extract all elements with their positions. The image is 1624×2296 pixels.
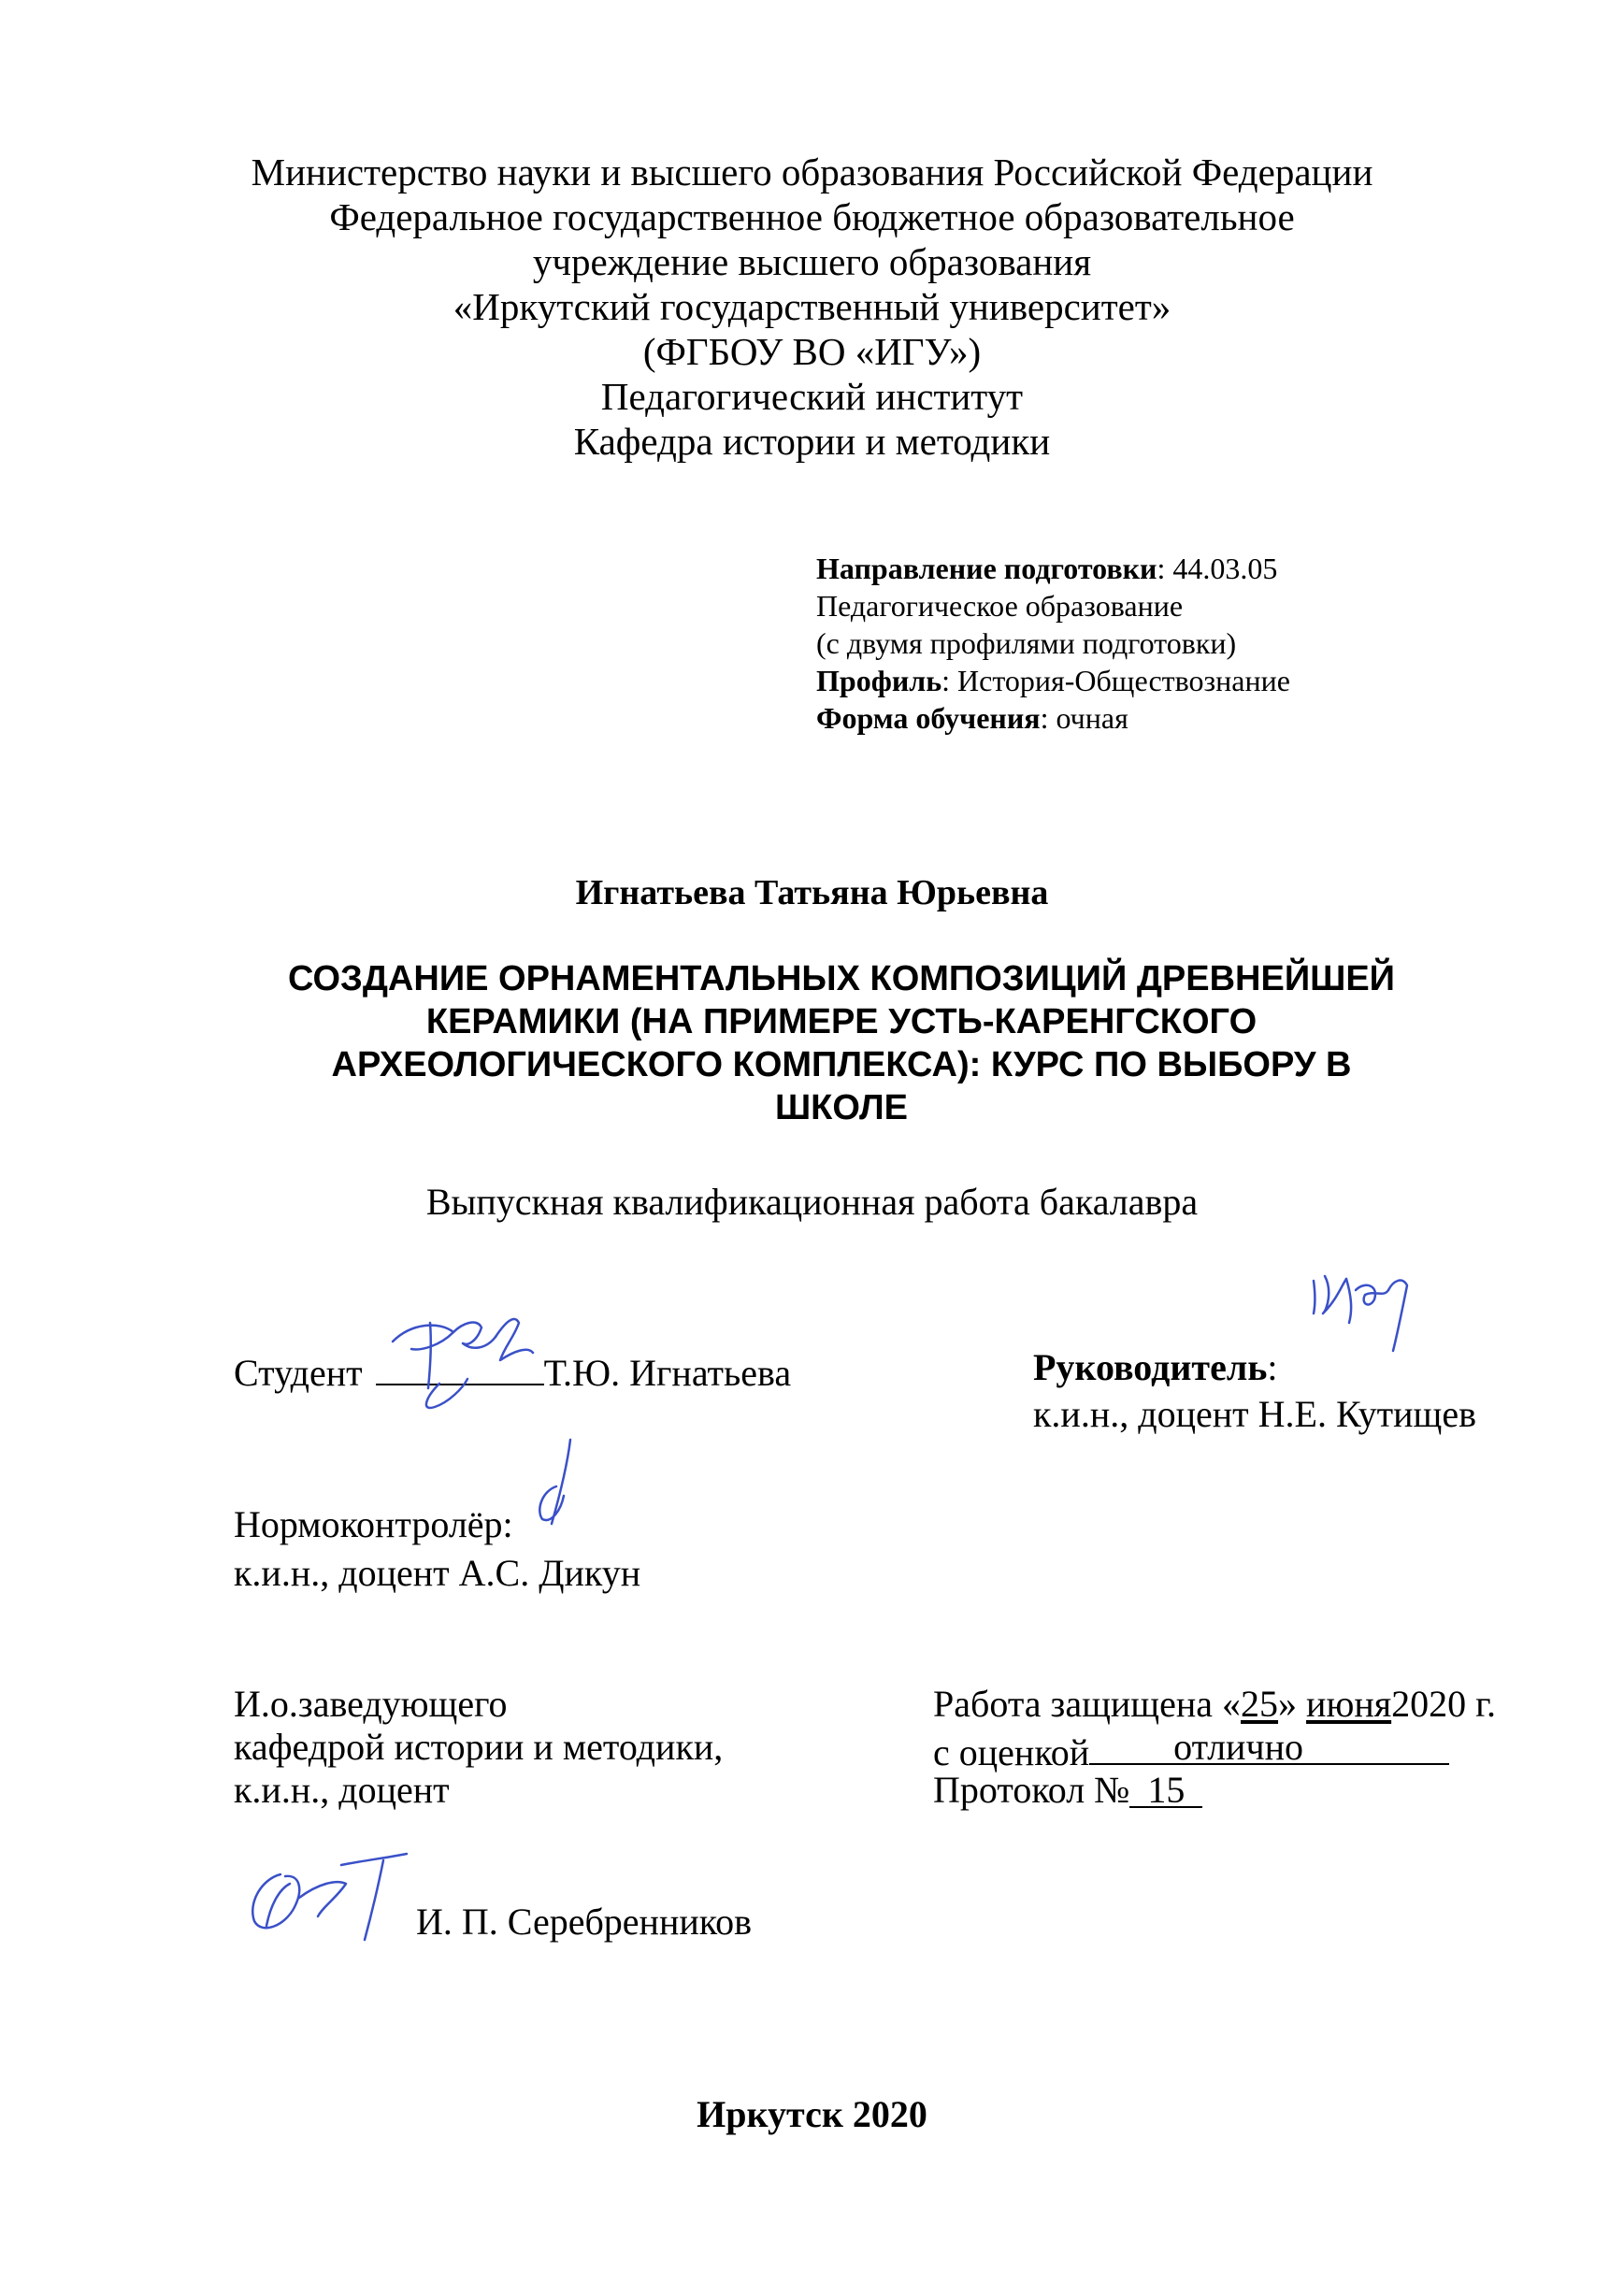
form-value: : очная — [1040, 701, 1128, 735]
defense-year: 2020 г. — [1391, 1683, 1497, 1725]
defense-mid: » — [1278, 1683, 1307, 1725]
form-label: Форма обучения — [816, 701, 1041, 735]
title-line: КЕРАМИКИ (НА ПРИМЕРЕ УСТЬ-КАРЕНГСКОГО — [425, 1002, 1258, 1041]
normcontrol-name: к.и.н., доцент А.С. Дикун — [234, 1552, 641, 1594]
supervisor-label: Руководитель — [1033, 1346, 1268, 1388]
direction-line — [816, 550, 1290, 587]
profile-line — [816, 662, 1290, 699]
head-title-line-2: кафедрой истории и методики, — [234, 1726, 724, 1768]
thesis-title — [234, 957, 1449, 1129]
supervisor-label-line — [1033, 1346, 1278, 1389]
protocol-field — [1129, 1769, 1202, 1811]
supervisor-colon: : — [1267, 1346, 1278, 1388]
institution-header — [0, 150, 1624, 464]
defense-day: 25 — [1241, 1683, 1279, 1725]
work-type: Выпускная квалификационная работа бакалавра — [425, 1181, 1199, 1223]
study-details — [816, 550, 1290, 737]
protocol-line — [933, 1769, 1202, 1812]
normcontrol-label: Нормоконтролёр: — [234, 1503, 513, 1545]
university-name: «Иркутский государственный университет» — [453, 285, 1171, 328]
grade-value: отлично — [1173, 1726, 1303, 1768]
university-abbr: (ФГБОУ ВО «ИГУ») — [642, 330, 982, 373]
defense-grade-line — [933, 1726, 1449, 1774]
head-title-line-3: к.и.н., доцент — [234, 1769, 450, 1811]
student-signature — [374, 1295, 542, 1416]
supervisor-name: к.и.н., доцент Н.Е. Кутищев — [1033, 1393, 1476, 1435]
head-name: И. П. Серебренников — [416, 1901, 753, 1943]
title-line: ШКОЛЕ — [775, 1088, 908, 1127]
student-name: Т.Ю. Игнатьева — [543, 1352, 792, 1394]
direction-name: Педагогическое образование — [816, 589, 1184, 623]
city-year: Иркутск 2020 — [697, 2093, 927, 2135]
head-title-line-1: И.о.заведующего — [234, 1683, 508, 1725]
direction-label: Направление подготовки — [816, 552, 1157, 585]
protocol-label: Протокол № — [933, 1769, 1130, 1811]
defense-month: июня — [1306, 1683, 1392, 1725]
title-line: АРХЕОЛОГИЧЕСКОГО КОМПЛЕКСА): КУРС ПО ВЫБОРУ В — [331, 1045, 1352, 1084]
grade-field — [1089, 1726, 1449, 1768]
protocol-number: 15 — [1147, 1769, 1186, 1811]
defense-date-line — [933, 1683, 1496, 1726]
normcontrol-signature — [528, 1435, 584, 1547]
grade-label: с оценкой — [933, 1731, 1090, 1773]
institution-type-line-2: учреждение высшего образования — [532, 240, 1092, 283]
direction-note: (с двумя профилями подготовки) — [816, 626, 1237, 660]
institute-name: Педагогический институт — [600, 375, 1024, 418]
author-name: Игнатьева Татьяна Юрьевна — [575, 873, 1049, 912]
profile-label: Профиль — [816, 664, 942, 697]
department-name: Кафедра истории и методики — [573, 420, 1051, 463]
supervisor-signature — [1304, 1253, 1416, 1356]
title-line: СОЗДАНИЕ ОРНАМЕНТАЛЬНЫХ КОМПОЗИЦИЙ ДРЕВНЕЙШЕЙ — [288, 959, 1395, 998]
form-line — [816, 699, 1290, 737]
defense-prefix: Работа защищена « — [933, 1683, 1242, 1725]
head-signature — [234, 1846, 421, 1949]
institution-type-line: Федеральное государственное бюджетное образовательное — [329, 195, 1295, 238]
direction-code: : 44.03.05 — [1157, 552, 1278, 585]
student-label: Студент — [234, 1352, 363, 1394]
ministry-line: Министерство науки и высшего образования Российской Федерации — [251, 151, 1373, 194]
profile-value: : История-Обществознание — [941, 664, 1290, 697]
